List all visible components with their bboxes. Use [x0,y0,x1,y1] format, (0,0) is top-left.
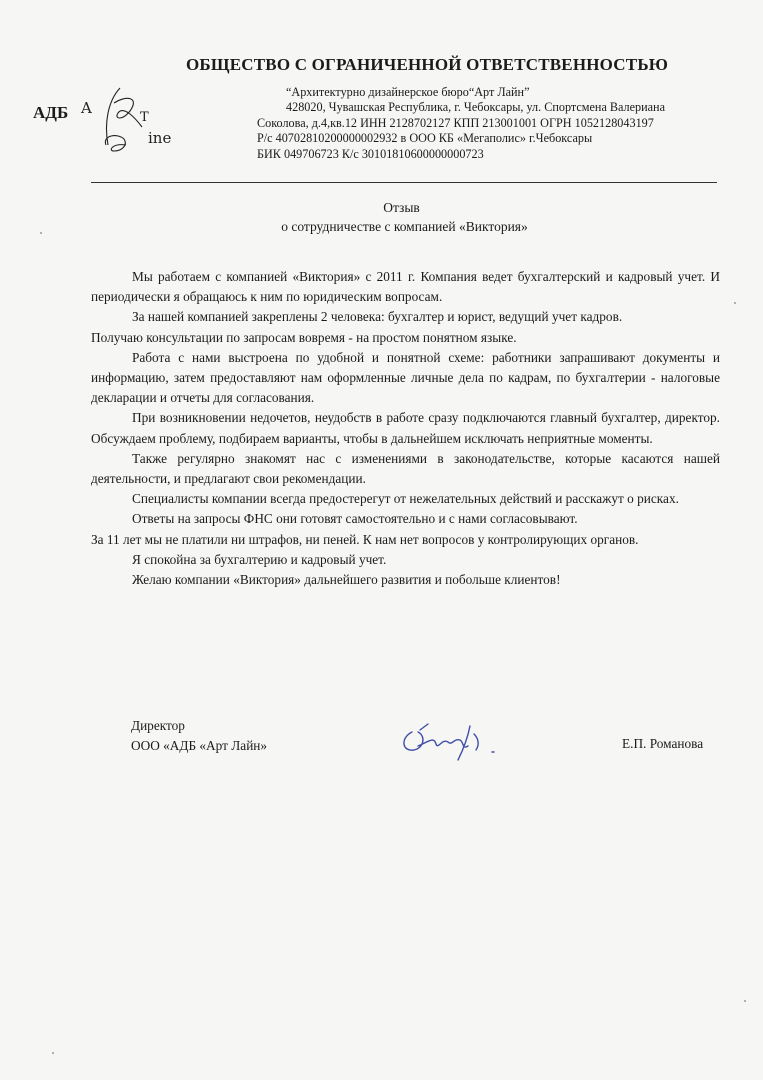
scan-speck [40,232,42,234]
requisites-line: БИК 049706723 К/с 30101810600000000723 [257,146,484,161]
signatory-block [131,716,267,756]
header-divider [91,182,717,183]
document-title: Отзыв [383,200,420,215]
signatory-name: Е.П. Романова [622,736,704,751]
body-paragraph: Я спокойна за бухгалтерию и кадровый учет. [132,551,387,567]
body-paragraph: Ответы на запросы ФНС они готовят самостоятельно и с нами согласовывают. [132,511,578,527]
requisites-line: “Архитектурно дизайнерское бюро“Арт Лайн” [286,85,530,99]
requisites-line: Соколова, д.4,кв.12 ИНН 2128702127 КПП 213001001 ОГРН 1052128043197 [257,115,654,130]
scan-speck [52,1052,54,1054]
company-requisites [257,85,665,162]
body-paragraph: За нашей компанией закреплены 2 человека: бухгалтер и юрист, ведущий учет кадров. [132,309,623,325]
document-subtitle: о сотрудничестве с компанией «Виктория» [281,219,528,234]
handwritten-signature-icon [398,716,508,764]
signatory-position: Директор [131,718,185,733]
scan-speck [744,1000,746,1002]
body-paragraph: Мы работаем с компанией «Виктория» с 2011 г. Компания ведет бухгалтерский и кадровый учет. И периодически я обращаюсь к ним по юридическим вопросам. [91,269,720,305]
requisites-line: Р/с 40702810200000002932 в ООО КБ «Мегаполис» г.Чебоксары [257,131,593,146]
logo-letters-ine: ine [148,129,172,147]
logo-letter-a: A [81,99,92,117]
signatory-company: ООО «АДБ «Арт Лайн» [131,738,268,753]
body-paragraph: Специалисты компании всегда предостерегут от нежелательных действий и расскажут о рисках. [132,491,679,507]
company-logo [33,83,193,163]
body-paragraph: При возникновении недочетов, неудобств в работе сразу подключаются главный бухгалтер, директор. Обсуждаем проблему, подбираем варианты, чтобы в дальнейшем исключать неприятные моменты. [91,410,720,446]
letter-body [91,267,720,590]
logo-emblem-icon [78,83,188,163]
logo-letter-t: T [140,110,149,125]
logo-abbreviation: АДБ [33,103,69,122]
body-paragraph: Желаю компании «Виктория» дальнейшего развития и побольше клиентов! [132,572,561,588]
scan-speck [734,302,736,304]
body-paragraph: За 11 лет мы не платили ни штрафов, ни пеней. К нам нет вопросов у контролирующих органов. [91,531,639,547]
body-paragraph: Также регулярно знакомят нас с изменениями в законодательстве, которые касаются нашей деятельности, и предлагают свои рекомендации. [91,450,720,487]
body-paragraph: Получаю консультации по запросам вовремя - на простом понятном языке. [91,329,517,345]
document-heading [0,198,763,236]
body-paragraph: Работа с нами выстроена по удобной и понятной схеме: работники запрашивают документы и информацию, затем предоставляют нам оформленные личные дела по кадрам, по бухгалтерии - налоговые декларации и отчеты для согласования. [91,349,720,406]
requisites-line: 428020, Чувашская Республика, г. Чебоксары, ул. Спортсмена Валериана [286,100,665,115]
org-type-heading: ОБЩЕСТВО С ОГРАНИЧЕННОЙ ОТВЕТСТВЕННОСТЬЮ [186,55,669,74]
